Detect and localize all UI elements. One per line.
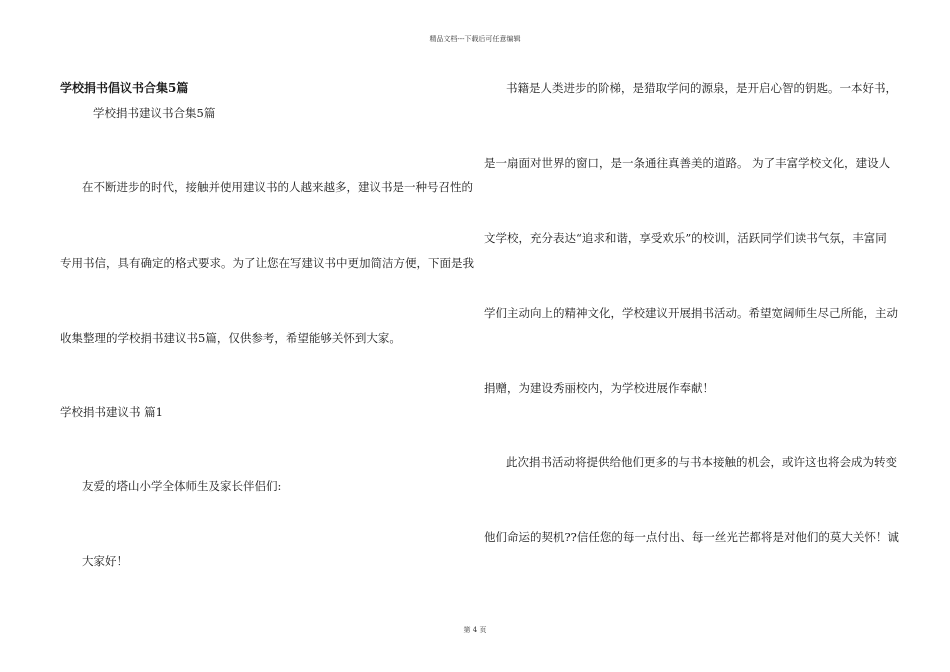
document-subtitle: 学校捐书建议书合集5篇 <box>93 106 216 120</box>
document-title: 学校捐书倡议书合集5篇 <box>60 81 189 95</box>
paragraph-line: 学们主动向上的精神文化，学校建议开展捐书活动。希望宽阔师生尽己所能，主动 <box>484 306 898 320</box>
paragraph-line: 捐赠，为建设秀丽校内，为学校进展作奉献！ <box>484 381 714 395</box>
paragraph-line: 在不断进步的时代，接触并使用建议书的人越来越多，建议书是一种号召性的 <box>82 180 473 194</box>
section-heading: 学校捐书建议书 篇1 <box>60 405 163 419</box>
salutation: 友爱的塔山小学全体师生及家长伴侣们: <box>82 479 282 493</box>
page-number: 第 4 页 <box>463 626 487 634</box>
greeting: 大家好！ <box>82 554 128 568</box>
paragraph-line: 他们命运的契机??信任您的每一点付出、每一丝光芒都将是对他们的莫大关怀！诚 <box>484 530 899 544</box>
paragraph-line: 此次捐书活动将提供给他们更多的与书本接触的机会，或许这也将会成为转变 <box>506 455 897 469</box>
paragraph-line: 是一扇面对世界的窗口，是一条通往真善美的道路。 为了丰富学校文化，建设人 <box>484 156 891 170</box>
paragraph-line: 专用书信，具有确定的格式要求。为了让您在写建议书中更加简洁方便，下面是我 <box>60 256 474 270</box>
paragraph-line: 收集整理的学校捐书建议书5篇，仅供参考，希望能够关怀到大家。 <box>60 331 401 345</box>
page-header: 精品文档---下载后可任意编辑 <box>429 35 521 43</box>
paragraph-line: 文学校，充分表达“追求和谐，享受欢乐”的校训，活跃同学们读书气氛，丰富同 <box>484 231 887 245</box>
paragraph-line: 书籍是人类进步的阶梯，是猎取学问的源泉，是开启心智的钥匙。一本好书， <box>506 81 897 95</box>
